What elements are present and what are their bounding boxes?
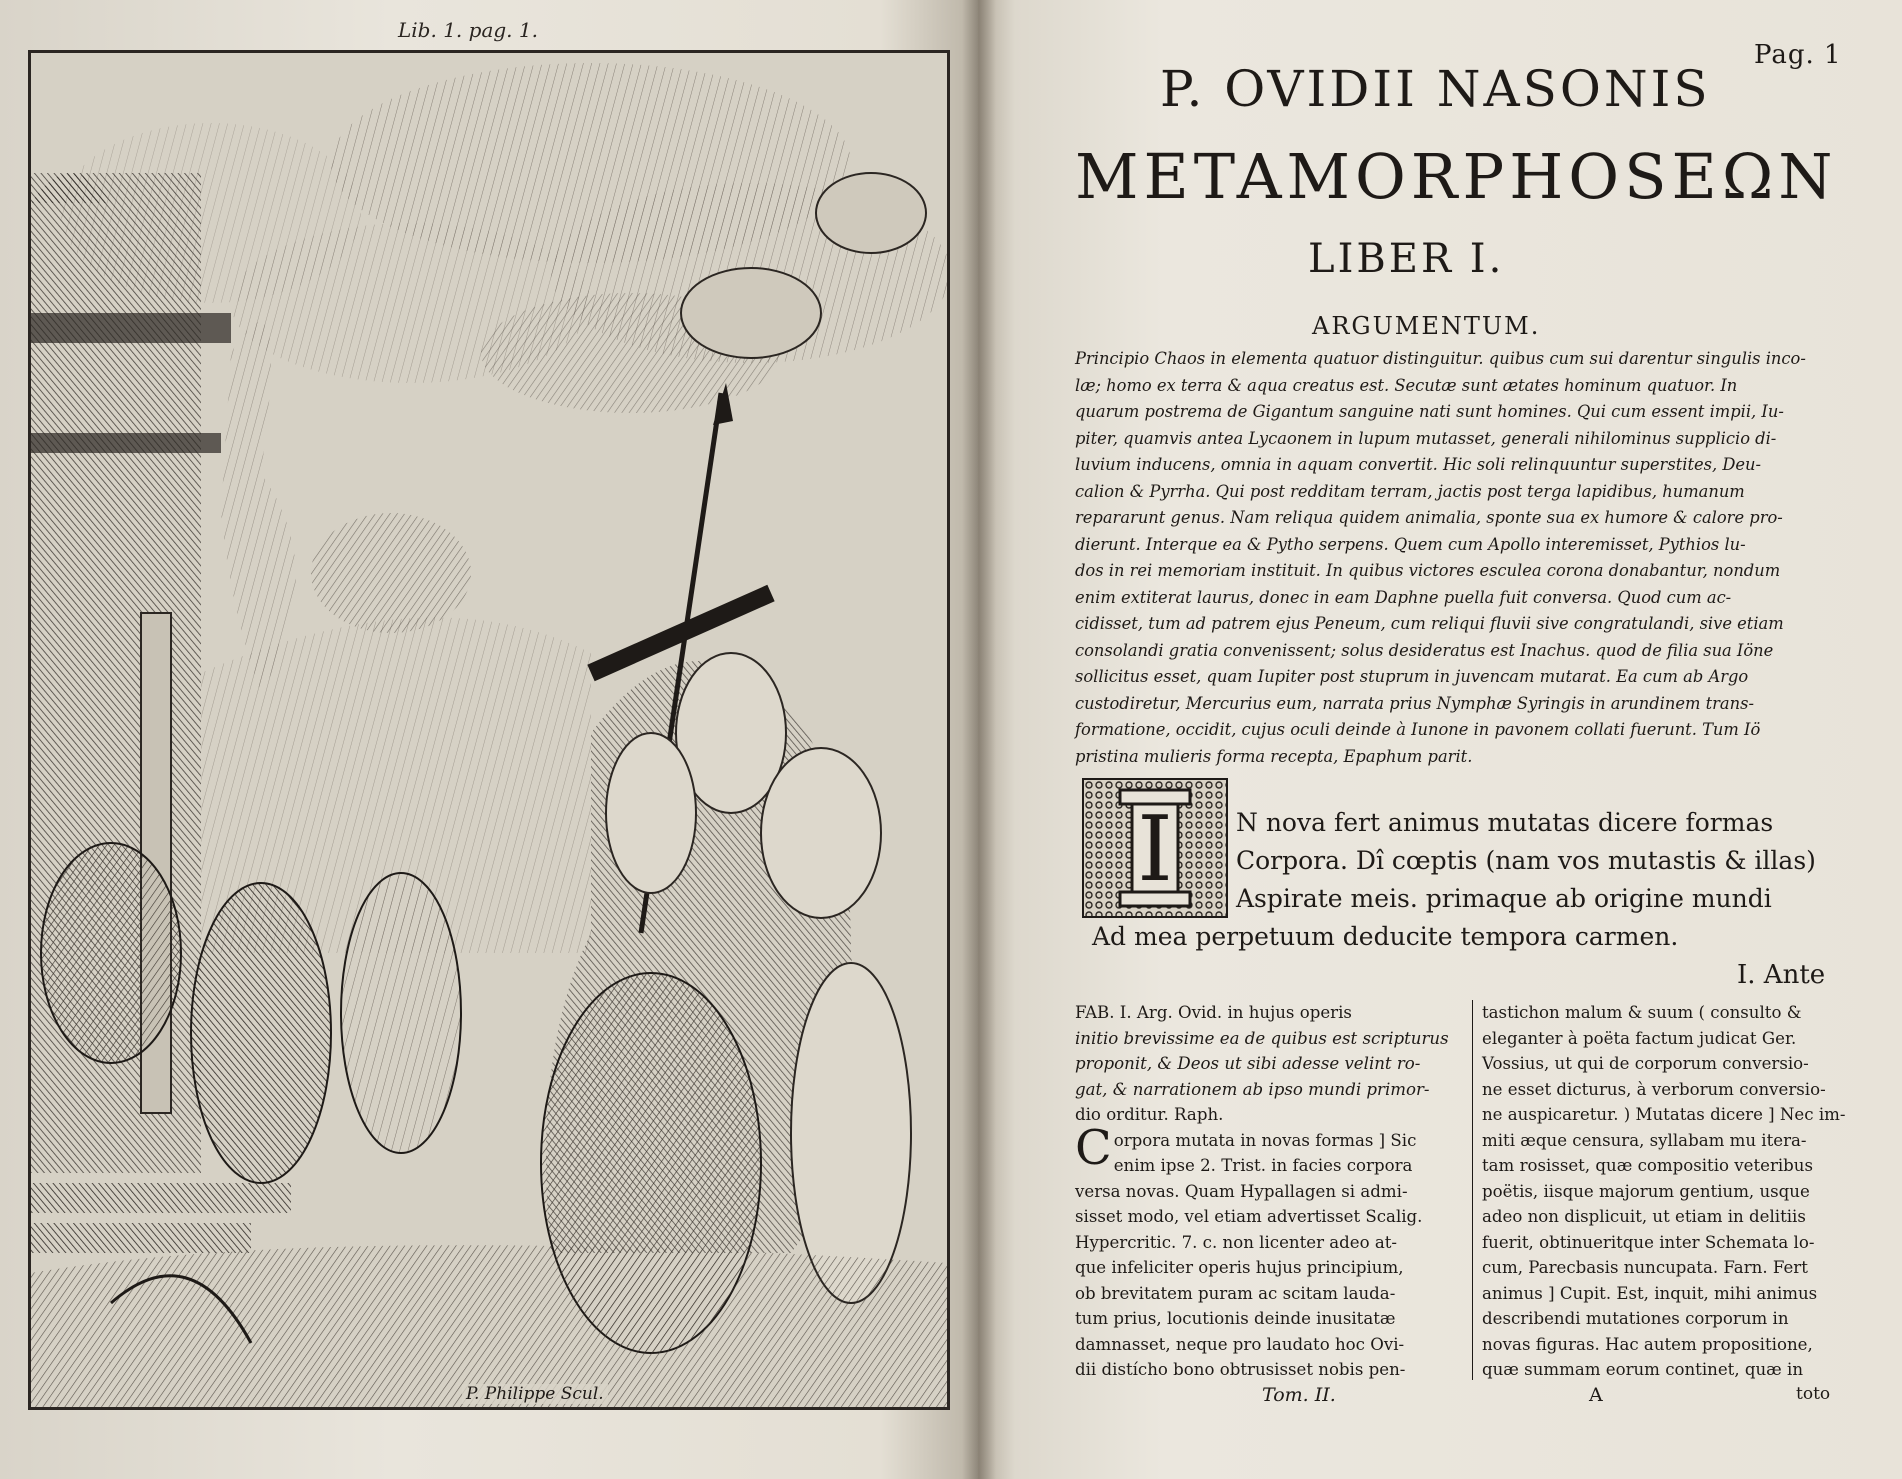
commentary-line: ne esset dicturus, à verborum conversio- [1482,1079,1826,1099]
footer-signature: A [1589,1384,1603,1406]
commentary-line: enim ipse 2. Trist. in facies corpora [1113,1156,1413,1175]
commentary-line: damnasset, neque pro laudato hoc Ovi- [1075,1334,1405,1354]
page-number-header: Pag. 1 [1754,40,1842,70]
commentary-left-column [1075,1000,1463,1383]
commentary-dropcap: C [1075,1119,1112,1176]
argumentum-line: cidisset, tum ad patrem ejus Peneum, cum reliqui fluvii sive congratulandi, sive etiam [1075,614,1784,633]
argumentum-line: enim extiterat laurus, donec in eam Daphne puella fuit conversa. Quod cum ac- [1075,587,1732,607]
commentary-line: versa novas. Quam Hypallagen si admi- [1075,1181,1408,1201]
verse-line: Corpora. Dî cœptis (nam vos mutastis & illas) [1236,846,1816,875]
engraving-plate [28,50,950,1410]
argumentum-line: quarum postrema de Gigantum sanguine nati sunt homines. Qui cum essent impii, Iu- [1075,402,1784,421]
commentary-line: proponit, & Deos ut sibi adesse velint ro- [1075,1054,1421,1073]
argumentum-line: Principio Chaos in elementa quatuor distinguitur. quibus cum sui darentur singulis inco- [1075,349,1806,368]
verse-opening [1092,804,1852,956]
argumentum-line: pristina mulieris forma recepta, Epaphum parit. [1075,746,1473,766]
commentary-line: cum, Parecbasis nuncupata. Farn. Fert [1482,1258,1808,1277]
argumentum-line: piter, quamvis antea Lycaonem in lupum mutasset, generali nihilominus supplicio di- [1075,428,1777,448]
plate-reference: Lib. 1. pag. 1. [398,18,538,42]
commentary-line: gat, & narrationem ab ipso mundi primor- [1075,1079,1430,1099]
commentary-line: tam rosisset, quæ compositio veteribus [1482,1156,1814,1175]
book-gutter [962,0,996,1479]
footer-volume: Tom. II. [1262,1384,1336,1406]
argumentum-heading: ARGUMENTUM. [1312,312,1541,340]
argumentum-line: luvium inducens, omnia in aquam convertit. Hic soli relinquuntur superstites, Deu- [1075,455,1762,474]
title-work: METAMORPHOSEΩN [1075,140,1838,213]
column-divider [1472,1000,1473,1380]
commentary-line: adeo non displicuit, ut etiam in delitiis [1482,1207,1806,1226]
commentary-line: dio orditur. Raph. [1075,1105,1224,1124]
commentary-line: describendi mutationes corporum in [1482,1309,1789,1328]
commentary-line: tastichon malum & suum ( consulto & [1482,1003,1802,1022]
commentary-line: animus ] Cupit. Est, inquit, mihi animus [1482,1283,1818,1303]
commentary-line: sisset modo, vel etiam advertisset Scalig. [1075,1207,1423,1226]
book-heading: LIBER I. [1308,236,1505,282]
dropcap-letter: I [1137,797,1173,902]
engraving-illustration [31,53,947,1407]
verse-line: N nova fert animus mutatas dicere formas [1236,808,1774,837]
commentary-line: que infeliciter operis hujus principium, [1075,1258,1404,1277]
commentary-line-text: orpora mutata in novas formas ] Sic [1113,1130,1417,1150]
commentary-right-column [1482,1000,1862,1383]
argumentum-line: dierunt. Interque ea & Pytho serpens. Quem cum Apollo interemisset, Pythios lu- [1075,534,1746,554]
argumentum-line: repararunt genus. Nam reliqua quidem animalia, sponte sua ex humore & calore pro- [1075,508,1783,527]
footer-catchword: toto [1796,1384,1831,1404]
commentary-line: quæ summam eorum continet, quæ in [1482,1360,1804,1379]
verse-catchword: I. Ante [1737,960,1826,990]
commentary-line: dii distícho bono obtrusisset nobis pen- [1075,1360,1406,1379]
argumentum-line: calion & Pyrrha. Qui post redditam terram, jactis post terga lapidibus, humanum [1075,481,1745,501]
argumentum-line: custodiretur, Mercurius eum, narrata prius Nymphæ Syringis in arundinem trans- [1075,693,1754,713]
argumentum-text [1075,346,1855,770]
commentary-line: miti æque censura, syllabam mu itera- [1482,1130,1807,1150]
argumentum-line: consolandi gratia convenissent; solus desideratus est Inachus. quod de filia sua Iöne [1075,640,1774,660]
argumentum-line: formatione, occidit, cujus oculi deinde à Iunone in pavonem collati fuerunt. Tum Iö [1075,720,1761,739]
argumentum-line: læ; homo ex terra & aqua creatus est. Secutæ sunt ætates hominum quatuor. In [1075,375,1738,395]
commentary-line: poëtis, iisque majorum gentium, usque [1482,1181,1810,1201]
commentary-line: FAB. I. Arg. Ovid. in hujus operis [1075,1003,1352,1022]
commentary-line: eleganter à poëta factum judicat Ger. [1482,1028,1797,1048]
commentary-line: Vossius, ut qui de corporum conversio- [1482,1054,1809,1073]
verse-line: Ad mea perpetuum deducite tempora carmen. [1092,922,1679,951]
commentary-line: fuerit, obtinueritque inter Schemata lo- [1482,1232,1815,1252]
argumentum-line: sollicitus esset, quam Iupiter post stuprum in juvencam mutarat. Ea cum ab Argo [1075,667,1749,686]
commentary-line: ob brevitatem puram ac scitam lauda- [1075,1283,1396,1303]
commentary-line: Hypercritic. 7. c. non licenter adeo at- [1075,1232,1398,1252]
verse-line: Aspirate meis. primaque ab origine mundi [1236,884,1772,913]
commentary-line: initio brevissime ea de quibus est scripturus [1075,1028,1449,1048]
title-author: P. OVIDII NASONIS [1160,60,1711,118]
argumentum-line: dos in rei memoriam instituit. In quibus victores esculea corona donabantur, nondum [1075,561,1781,580]
commentary-line: novas figuras. Hac autem propositione, [1482,1334,1813,1354]
engraver-signature: P. Philippe Scul. [462,1384,608,1404]
commentary-line: ne auspicaretur. ) Mutatas dicere ] Nec im- [1482,1105,1846,1124]
commentary-line: tum prius, locutionis deinde inusitatæ [1075,1309,1396,1328]
